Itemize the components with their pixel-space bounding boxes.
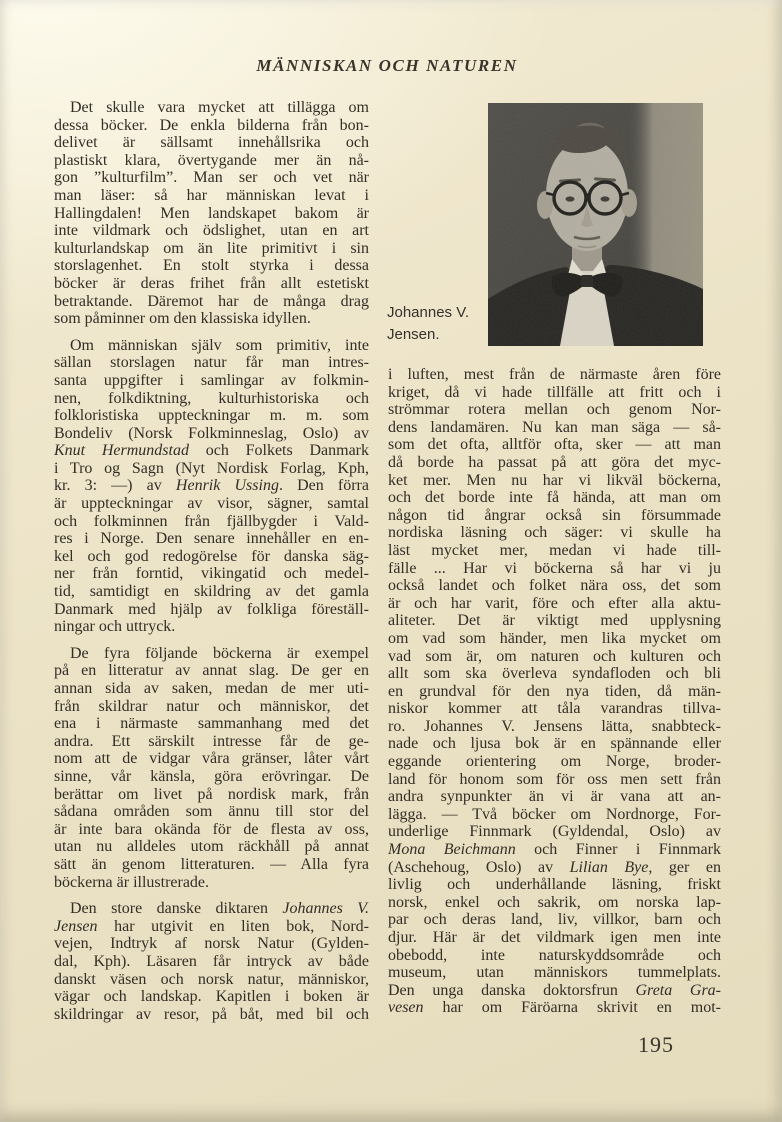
text-line: böcker är deras frihet från allt estetiskt <box>54 274 369 292</box>
text-line: och det borde inte få hända, att man om <box>388 489 721 507</box>
text-line: strömmar rotera mellan och genom Nor- <box>388 401 721 419</box>
text-line: kriget, då vi hade tillfälle att fritt och i <box>388 383 721 401</box>
text-line: Knut Hermundstad och Folkets Danmark <box>54 442 369 460</box>
text-line: eggande orientering om Norge, broder- <box>388 753 721 771</box>
text-line: fälle ... Har vi böckerna så har vi ju <box>388 559 721 577</box>
text-line: delivet är sällsamt innehållsrika och <box>54 134 369 152</box>
photo-caption-line1: Johannes V. <box>387 304 470 321</box>
italic-text: Lilian Bye <box>569 858 649 876</box>
text-line: Bondeliv (Norsk Folkminneslag, Oslo) av <box>54 424 369 442</box>
text-line: storslagenhet. En stolt styrka i dessa <box>54 257 369 275</box>
text-line: inte vildmark och ödslighet, utan en art <box>54 222 369 240</box>
text-line: tid, samtidigt en skildring av det gamla <box>54 583 369 601</box>
text-line: annan sida av saken, medan de mer uti- <box>54 680 369 697</box>
text-line: nen, folkdiktning, kulturhistoriska och <box>54 389 369 407</box>
text-line: är inte bara okända för de flesta av oss, <box>54 820 369 838</box>
paragraph <box>54 99 369 328</box>
text-line: betraktande. Däremot har de många drag <box>54 292 369 310</box>
text-line: från skildrar natur och människor, det <box>54 697 369 715</box>
text-line: någon tid ångrar också sin försummade <box>388 506 721 524</box>
text-line: Den store danske diktaren Johannes V. <box>70 900 370 918</box>
text-line: Den unga danska doktorsfrun Greta Gra- <box>388 981 722 999</box>
text-line: som det ofta, alltför ofta, sker — att man <box>388 436 721 454</box>
italic-text: Johannes V. <box>282 900 370 918</box>
italic-text: Greta Gra- <box>635 981 722 999</box>
text-line: danskt väsen och norsk natur, människor, <box>54 970 369 988</box>
paragraph <box>54 337 369 636</box>
text-line: Jensen har utgivit en liten bok, Nord- <box>54 917 369 935</box>
text-line: sinne, vår känsla, göra erövringar. De <box>54 767 369 785</box>
text-line: som påminner om den klassiska idyllen. <box>54 310 311 328</box>
text-line: på en litteratur av annat slag. De ger en <box>54 662 369 680</box>
text-line: böckerna är illustrerade. <box>54 873 210 891</box>
text-line: ena i närmaste sammanhang med det <box>54 715 369 733</box>
text-line: allt som ska överleva syndafloden och bli <box>388 665 721 683</box>
text-line: norsk, enkel och sakrik, om norska lap- <box>388 893 721 911</box>
text-line: sällan storslagen natur får man intres- <box>54 354 369 372</box>
text-line: santa uppgifter i samlingar av folkmin- <box>54 371 369 389</box>
text-line: dens landamären. Nu kan man säga — så- <box>388 418 721 436</box>
text-line: par och deras land, liv, villkor, barn och <box>388 911 721 929</box>
text-line: nom att de vidgar våra gränser, låter vårt <box>54 750 369 768</box>
text-line: aliteter. Det är viktigt med upplysning <box>388 612 721 630</box>
text-line: då borde ha passat på att göra det myc- <box>388 453 721 471</box>
text-line: ro. Johannes V. Jensens lätta, snabbteck- <box>388 717 721 735</box>
text-line: vesen har om Färöarna skrivit en mot- <box>388 999 721 1017</box>
photo-caption <box>387 302 469 346</box>
text-line: land för honom som för oss men sett från <box>388 770 721 788</box>
text-line: vägar och landskap. Kapitlen i boken är <box>54 988 369 1006</box>
text-line: i luften, mest från de närmaste åren före <box>388 366 721 383</box>
text-line: obebodd, inte naturskyddsområde och <box>388 946 721 964</box>
text-line: livlig och underhållande läsning, friskt <box>388 876 721 894</box>
text-line: dal, Kph). Läsaren får intryck av både <box>54 952 369 970</box>
text-line: De fyra följande böckerna är exempel <box>70 644 369 662</box>
text-line: ningar och uttryck. <box>54 618 176 636</box>
text-line: lägga. — Två böcker om Nordnorge, For- <box>388 805 721 823</box>
text-line: underlige Finnmark (Gyldendal, Oslo) av <box>388 823 721 841</box>
text-line: man läser: så har människan levat i <box>54 186 369 204</box>
portrait-photo <box>488 103 703 346</box>
paragraph <box>54 900 369 1023</box>
text-line: andra. Ett särskilt intresse får de ge- <box>54 732 369 750</box>
photo-grain-overlay <box>488 103 703 346</box>
italic-text: Henrik Ussing <box>175 477 279 495</box>
text-line: ner från forntid, vikingatid och medel- <box>54 565 369 583</box>
left-column <box>54 99 369 1023</box>
text-line: nade och ljusa bok är en spännande eller <box>388 735 721 753</box>
text-line: res i Norge. Den senare innehåller en en- <box>54 530 369 548</box>
text-line: vad som är, om naturen och kulturen och <box>388 647 721 665</box>
text-line: är uppteckningar av visor, sägner, samtal <box>54 495 369 513</box>
text-line: (Aschehoug, Oslo) av Lilian Bye, ger en <box>388 858 721 876</box>
text-line: sådana områden som ännu till stor del <box>54 803 369 821</box>
text-line: kr. 3: —) av Henrik Ussing. Den förra <box>54 477 369 495</box>
text-line: Det skulle vara mycket att tillägga om <box>70 99 369 116</box>
text-line: en grundval för den nya tiden, då män- <box>388 682 721 700</box>
text-line: Danmark med hjälp av folkliga föreställ- <box>54 600 369 618</box>
right-column <box>388 366 721 1017</box>
paragraph <box>388 366 721 1017</box>
text-line: dessa böcker. De enkla bilderna från bon- <box>54 116 369 134</box>
paragraph <box>54 645 369 891</box>
text-line: i Tro og Sagn (Nyt Nordisk Forlag, Kph, <box>54 459 369 477</box>
text-line: läst mycket mer, medan vi hade till- <box>388 541 721 559</box>
text-line: andra synpunkter än vi är vana att an- <box>388 788 721 806</box>
text-line: sätt än genom litteraturen. — Alla fyra <box>54 855 369 873</box>
text-line: djur. Här är det vildmark igen men inte <box>388 929 721 946</box>
text-line: Mona Beichmann och Finner i Finnmark <box>388 841 721 859</box>
photo-caption-line2: Jensen. <box>387 326 440 343</box>
text-line: vejen, Indtryk af norsk Natur (Gylden- <box>54 935 369 953</box>
text-line: och folkminnen från fjällbygder i Vald- <box>54 512 369 530</box>
italic-text: vesen <box>388 999 424 1017</box>
text-line: kel och god redogörelse för danska säg- <box>54 547 369 565</box>
text-line: folkloristiska uppteckningar m. m. som <box>54 407 369 425</box>
text-line: kulturlandskap om än lite primitivt i sin <box>54 239 369 257</box>
page-title: MÄNNISKAN OCH NATUREN <box>256 56 518 75</box>
italic-text: Knut Hermundstad <box>54 442 189 460</box>
text-line: är och har varit, före och efter alla aktu- <box>388 594 721 612</box>
text-line: berättar om livet på nordisk mark, från <box>54 785 369 803</box>
italic-text: Jensen <box>54 917 98 935</box>
text-line: också landet och folket nära oss, det som <box>388 577 721 595</box>
text-line: Hallingdalen! Men landskapet bakom är <box>54 204 369 222</box>
text-line: ket mer. Men nu har vi likväl böckerna, <box>388 471 721 489</box>
text-line: Om människan själv som primitiv, inte <box>70 336 369 354</box>
text-line: plastiskt klara, övertygande mer än nå- <box>54 151 369 169</box>
text-line: skildringar av resor, på båt, med bil och <box>54 1005 369 1023</box>
text-line: utan nu alldeles utom räckhåll på annat <box>54 838 369 856</box>
italic-text: Mona Beichmann <box>388 841 516 859</box>
page-number: 195 <box>638 1032 674 1057</box>
text-line: nordiska läsning och säger: vi skulle ha <box>388 524 721 542</box>
text-line: museum, utan människors tummelplats. <box>388 964 721 982</box>
text-line: gon ”kulturfilm”. Man ser och vet när <box>54 169 369 187</box>
text-line: om vad som händer, men lika mycket om <box>388 629 721 647</box>
text-line: niskor kommer att tåla varandras tillva- <box>388 700 721 718</box>
